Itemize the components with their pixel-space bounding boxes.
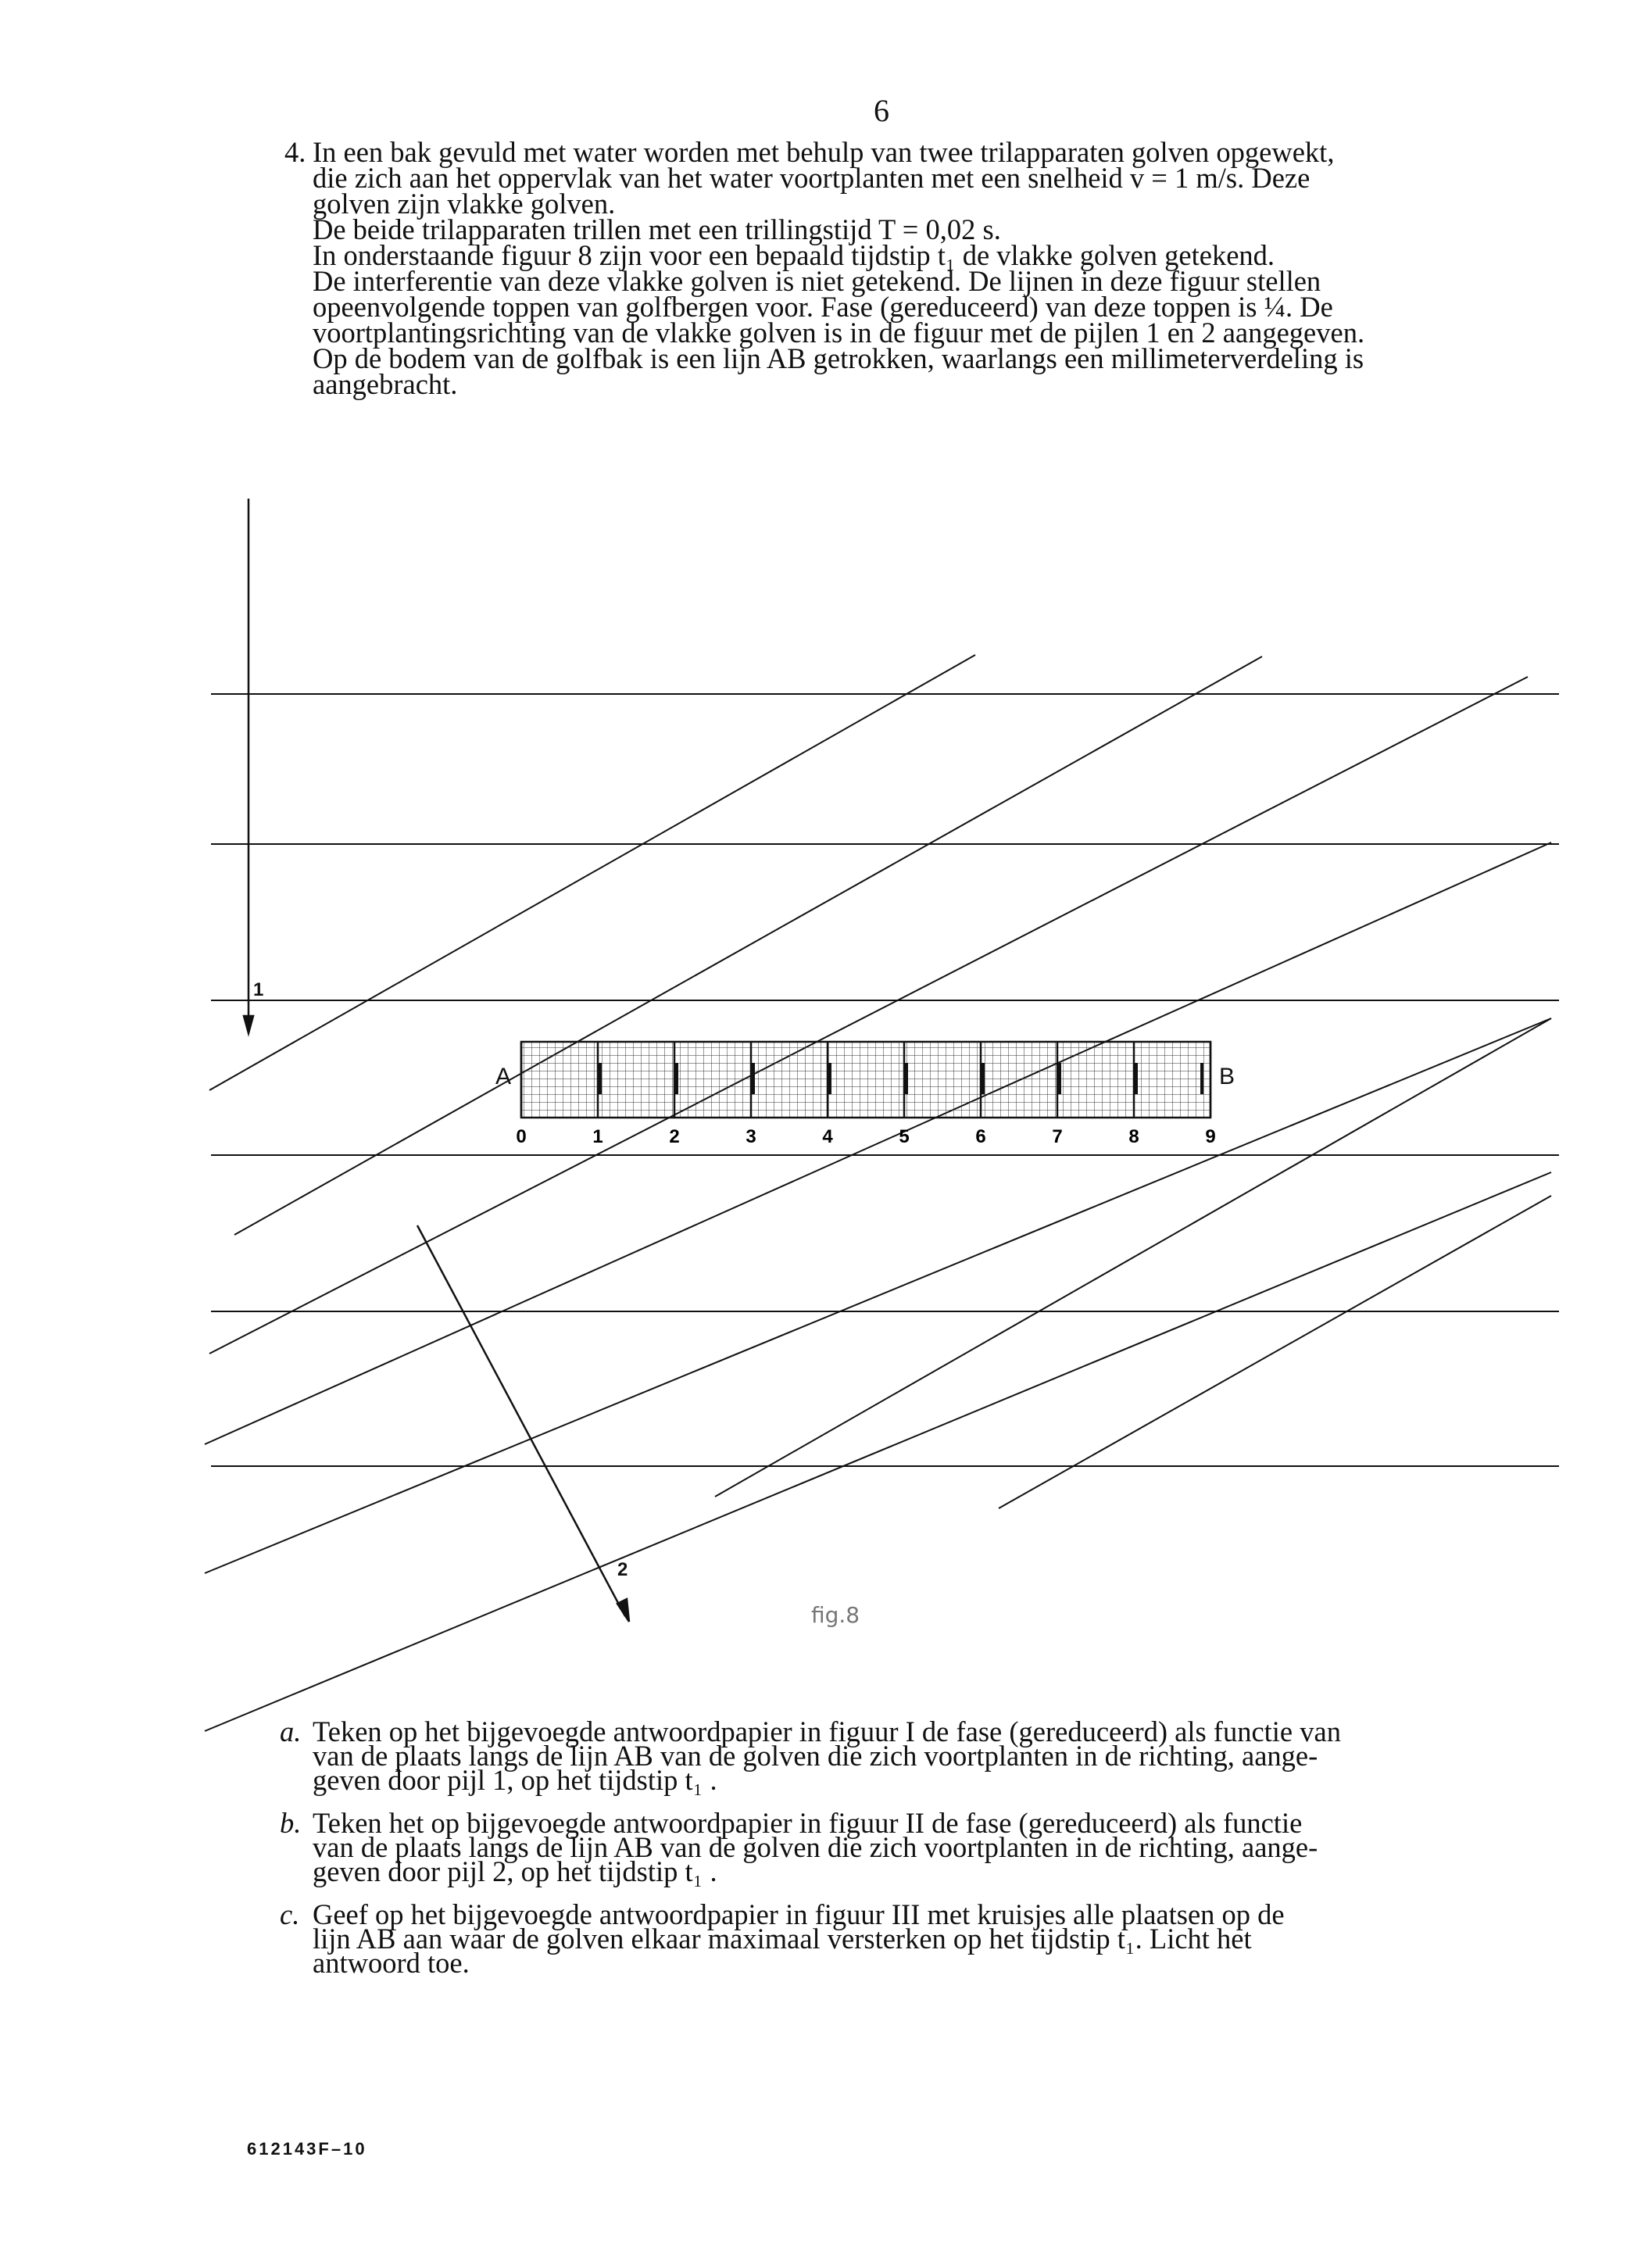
question-letter: c. bbox=[280, 1898, 300, 1930]
arrow-2-head bbox=[617, 1599, 629, 1622]
problem-line: die zich aan het oppervlak van het water voortplanten met een snelheid v = 1 m/s. Deze bbox=[313, 162, 1311, 194]
problem-line: In een bak gevuld met water worden met behulp van twee trilapparaten golven opgewekt, bbox=[313, 136, 1335, 168]
arrow-2 bbox=[417, 1225, 629, 1622]
wave-crest-lines bbox=[205, 655, 1559, 1731]
problem-number: 4. bbox=[284, 136, 306, 168]
question-line: antwoord toe. bbox=[313, 1947, 470, 1979]
question-c bbox=[280, 1898, 1469, 1979]
mm-scale-ruler bbox=[516, 1042, 1215, 1147]
question-line: Teken het op bijgevoegde antwoordpapier in figuur II de fase (gereduceerd) als functie bbox=[313, 1807, 1303, 1839]
footer-code: 612143F–10 bbox=[247, 2139, 367, 2159]
question-line: lijn AB aan waar de golven elkaar maximaal versterken op het tijdstip t₁. Licht het bbox=[313, 1923, 1252, 1955]
question-letter: b. bbox=[280, 1807, 302, 1839]
wave-crest-diagonal bbox=[209, 677, 1528, 1354]
page-number: 6 bbox=[874, 93, 889, 128]
question-line: van de plaats langs de lijn AB van de golven die zich voortplanten in de richting, aange- bbox=[313, 1740, 1318, 1772]
wave-crest-diagonal bbox=[999, 1196, 1551, 1508]
problem-line: Op de bodem van de golfbak is een lijn AB getrokken, waarlangs een millimeterverdeling is bbox=[313, 342, 1364, 374]
question-letter: a. bbox=[280, 1715, 302, 1748]
ruler-label: 3 bbox=[746, 1126, 756, 1147]
arrow-1-head bbox=[244, 1016, 253, 1033]
wave-crest-diagonal bbox=[234, 656, 1262, 1235]
problem-line: opeenvolgende toppen van golfbergen voor. Fase (gereduceerd) van deze toppen is ¼. De bbox=[313, 291, 1333, 323]
arrow-1 bbox=[244, 499, 253, 1033]
question-b bbox=[280, 1807, 1469, 1887]
arrow-2-label: 2 bbox=[617, 1559, 628, 1580]
figure-caption: fig.8 bbox=[811, 1602, 860, 1628]
ruler-label: 5 bbox=[899, 1126, 910, 1147]
arrow-1-label: 1 bbox=[253, 979, 264, 1000]
problem-line: De interferentie van deze vlakke golven is niet getekend. De lijnen in deze figuur stellen bbox=[313, 265, 1321, 297]
problem-line: golven zijn vlakke golven. bbox=[313, 188, 616, 220]
question-line: Geef op het bijgevoegde antwoordpapier in figuur III met kruisjes alle plaatsen op de bbox=[313, 1898, 1285, 1930]
wave-crest-diagonal bbox=[205, 842, 1551, 1444]
ruler-label: 8 bbox=[1128, 1126, 1139, 1147]
ruler-label: 4 bbox=[822, 1126, 833, 1147]
wave-crest-diagonal bbox=[205, 1172, 1551, 1731]
ruler-label: 1 bbox=[592, 1126, 603, 1147]
point-a-label: A bbox=[495, 1064, 512, 1089]
problem-line: aangebracht. bbox=[313, 368, 458, 400]
ruler-label: 9 bbox=[1205, 1126, 1216, 1147]
question-line: van de plaats langs de lijn AB van de golven die zich voortplanten in de richting, aange- bbox=[313, 1831, 1318, 1863]
question-line: geven door pijl 1, op het tijdstip t₁ . bbox=[313, 1764, 717, 1796]
point-b-label: B bbox=[1219, 1064, 1235, 1089]
wave-crest-diagonal bbox=[209, 655, 975, 1090]
problem-line: In onderstaande figuur 8 zijn voor een bepaald tijdstip t₁ de vlakke golven getekend. bbox=[313, 239, 1275, 271]
ruler-label: 0 bbox=[516, 1126, 527, 1147]
ruler-label: 2 bbox=[669, 1126, 680, 1147]
ruler-label: 7 bbox=[1052, 1126, 1063, 1147]
question-line: geven door pijl 2, op het tijdstip t₁ . bbox=[313, 1855, 717, 1887]
problem-line: voortplantingsrichting van de vlakke golven is in de figuur met de pijlen 1 en 2 aangegeven. bbox=[313, 317, 1365, 349]
problem-line: De beide trilapparaten trillen met een trillingstijd T = 0,02 s. bbox=[313, 213, 1001, 245]
question-a bbox=[280, 1715, 1469, 1796]
ruler-label: 6 bbox=[975, 1126, 986, 1147]
question-line: Teken op het bijgevoegde antwoordpapier in figuur I de fase (gereduceerd) als functie van bbox=[313, 1715, 1341, 1748]
questions bbox=[280, 1715, 1469, 1994]
